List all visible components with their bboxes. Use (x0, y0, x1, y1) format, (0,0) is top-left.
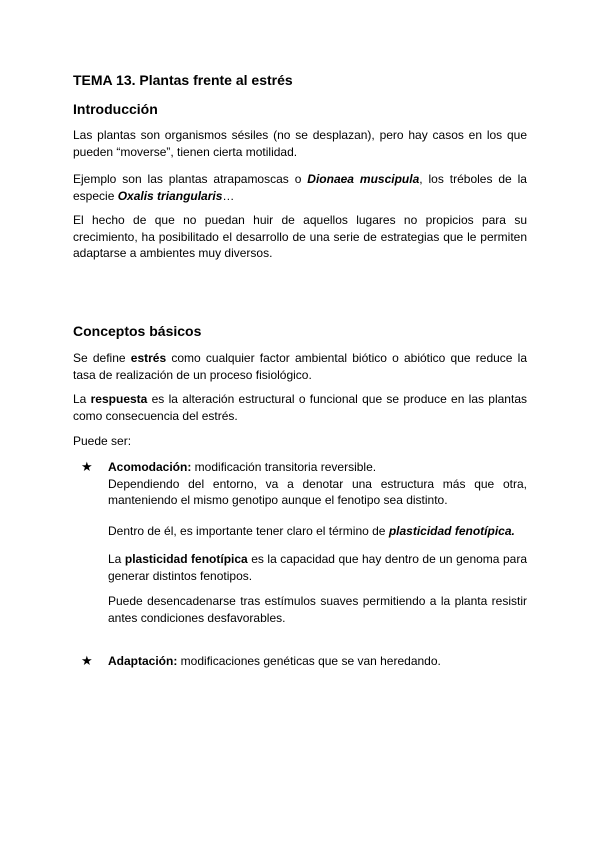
star-icon: ★ (81, 459, 93, 474)
text-span: modificaciones genéticas que se van heredando. (177, 654, 441, 668)
species-name: Oxalis triangularis (117, 188, 223, 203)
species-name: Dionaea muscipula (307, 172, 420, 186)
intro-paragraph-2 (73, 171, 527, 204)
concepts-paragraph-1 (73, 350, 527, 383)
concepts-paragraph-2 (73, 391, 527, 424)
concepts-heading: Conceptos básicos (73, 323, 202, 339)
acomodacion-paragraph-3 (108, 551, 527, 584)
text-span: … (222, 188, 235, 203)
intro-paragraph-1: Las plantas son organismos sésiles (no se desplazan), pero hay casos en los que pueden “moverse”, tienen cierta motilidad. (73, 128, 527, 159)
term-bold: Adaptación: (108, 654, 178, 668)
term-bold-italic: plasticidad fenotípica. (388, 523, 515, 538)
text-span: modificación transitoria reversible. (191, 460, 377, 474)
text-span: Dentro de él, es importante tener claro el término de (108, 523, 389, 538)
page-title: TEMA 13. Plantas frente al estrés (73, 72, 293, 88)
text-span: Ejemplo son las plantas atrapamoscas o (73, 172, 308, 186)
term-bold: Acomodación: (108, 460, 192, 474)
adaptacion-definition (108, 653, 527, 670)
term-bold: plasticidad fenotípica (124, 552, 248, 566)
text-span: es la alteración estructural o funcional que se produce en las plantas como consecuencia del estrés. (73, 392, 527, 423)
text-span: Se define (73, 351, 131, 365)
intro-heading: Introducción (73, 101, 158, 117)
text-span: , los tréboles de la especie (73, 172, 527, 203)
text-span: La (108, 552, 125, 566)
acomodacion-paragraph-4: Puede desencadenarse tras estímulos suaves permitiendo a la planta resistir antes condiciones desfavorables. (108, 594, 527, 625)
text-span: Dependiendo del entorno, va a denotar una estructura más que otra, manteniendo el mismo genotipo aunque el fenotipo sea distinto. (108, 476, 527, 507)
concepts-paragraph-3: Puede ser: (73, 434, 132, 448)
list-item-body (108, 653, 527, 670)
star-icon: ★ (81, 653, 93, 668)
acomodacion-definition (108, 459, 527, 509)
list-item-body (108, 459, 527, 626)
intro-paragraph-3: El hecho de que no puedan huir de aquellos lugares no propicios para su crecimiento, ha posibilitado el desarrollo de una serie de estrategias que le permiten adaptarse a ambientes muy diversos. (73, 213, 527, 260)
term-bold: respuesta (90, 392, 148, 406)
text-span: La (73, 392, 91, 406)
text-span: como cualquier factor ambiental biótico o abiótico que reduce la tasa de realización de un proceso fisiológico. (73, 351, 528, 382)
acomodacion-paragraph-2 (108, 523, 527, 540)
text-span: es la capacidad que hay dentro de un genoma para generar distintos fenotipos. (108, 552, 527, 583)
term-bold: estrés (130, 351, 167, 365)
